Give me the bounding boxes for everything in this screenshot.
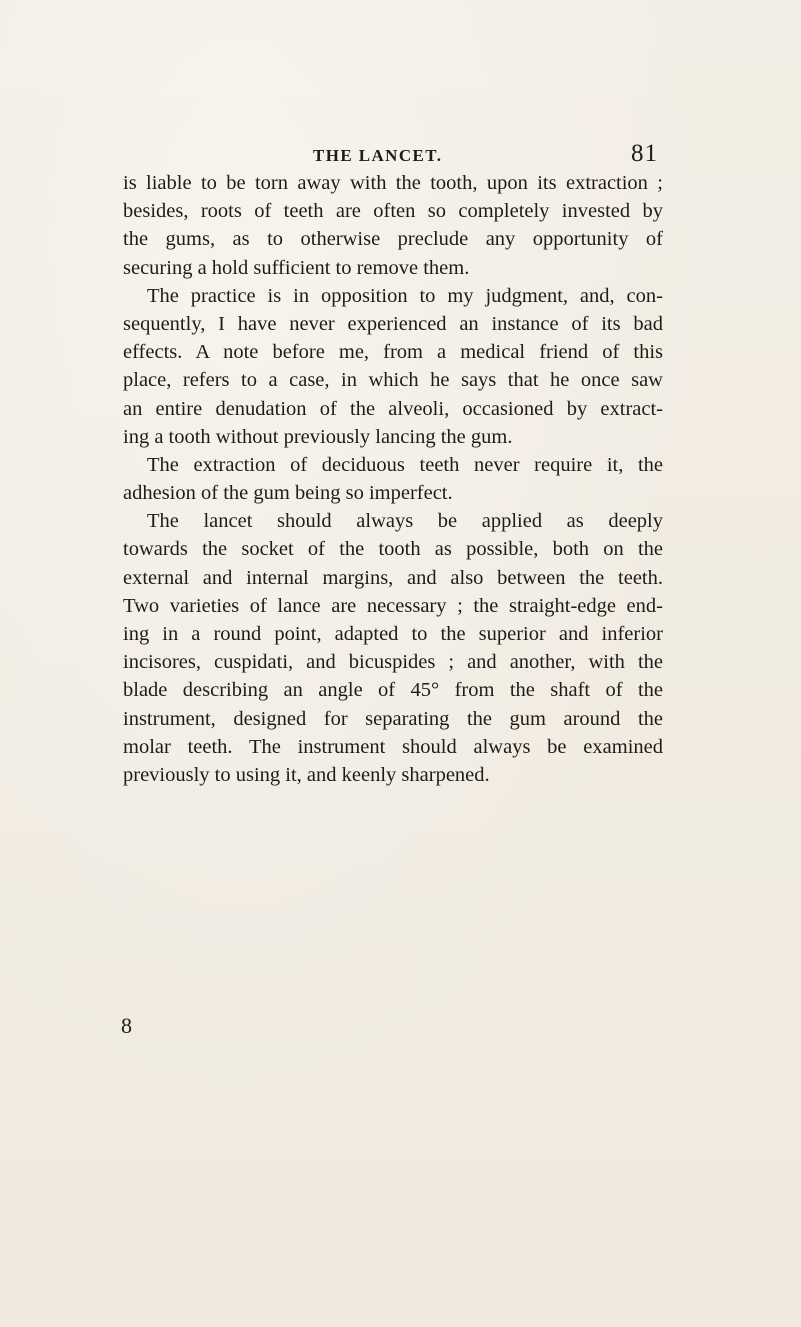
text-line: towards the socket of the tooth as possible, both on the	[123, 538, 663, 561]
text-line: instrument, designed for separating the gum around the	[123, 707, 663, 730]
running-title: THE LANCET.	[313, 146, 443, 165]
text-line: place, refers to a case, in which he says that he once saw	[123, 369, 663, 392]
text-line: external and internal margins, and also between the teeth.	[123, 566, 663, 589]
text-line: ing a tooth without previously lancing the gum.	[123, 425, 513, 448]
text-line: incisores, cuspidati, and bicuspides ; and another, with the	[123, 651, 663, 674]
text-line: previously to using it, and keenly sharpened.	[123, 763, 490, 786]
text-line: molar teeth. The instrument should always be examined	[123, 735, 663, 758]
text-line: effects. A note before me, from a medical friend of this	[123, 341, 663, 364]
text-line: securing a hold sufficient to remove them.	[123, 256, 470, 279]
text-line: an entire denudation of the alveoli, occasioned by extract-	[123, 397, 663, 420]
text-line: is liable to be torn away with the tooth, upon its extraction ;	[123, 172, 663, 194]
running-head	[0, 142, 801, 172]
text-line: The lancet should always be applied as deeply	[147, 510, 663, 533]
text-line: Two varieties of lance are necessary ; the straight-edge end-	[123, 594, 663, 617]
page-number: 81	[631, 140, 658, 167]
text-line: besides, roots of teeth are often so completely invested by	[123, 200, 663, 223]
text-line: The extraction of deciduous teeth never require it, the	[147, 453, 663, 476]
text-line: The practice is in opposition to my judgment, and, con-	[147, 284, 663, 307]
text-line: ing in a round point, adapted to the superior and inferior	[123, 623, 663, 645]
text-line: sequently, I have never experienced an instance of its bad	[123, 312, 663, 335]
text-line: blade describing an angle of 45° from the shaft of the	[123, 679, 663, 702]
body-text	[123, 169, 663, 789]
text-line: the gums, as to otherwise preclude any opportunity of	[123, 228, 663, 251]
signature-mark: 8	[121, 1013, 132, 1038]
text-line: adhesion of the gum being so imperfect.	[123, 482, 453, 505]
